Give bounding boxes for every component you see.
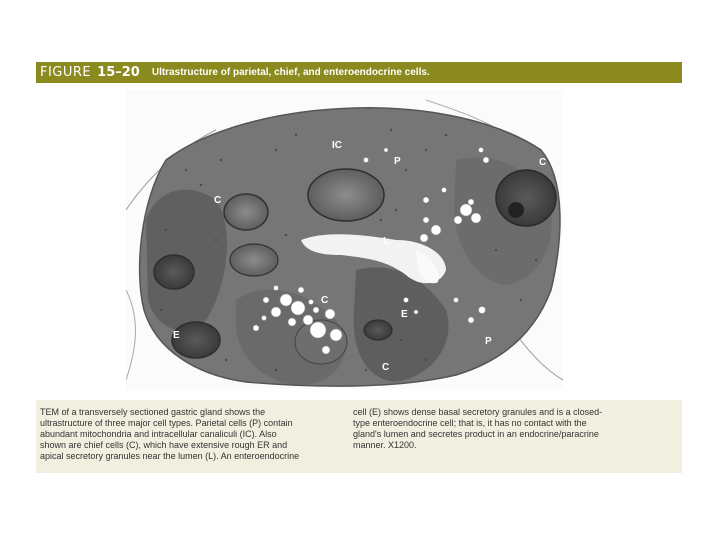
label-c-top-right: C bbox=[539, 157, 547, 168]
figure-caption bbox=[36, 400, 682, 473]
figure-title: Ultrastructure of parietal, chief, and enteroendocrine cells. bbox=[151, 67, 430, 78]
label-c-bottom: C bbox=[382, 362, 390, 373]
caption-line: cell (E) shows dense basal secretory granules and is a closed- bbox=[353, 407, 603, 417]
caption-line: gland's lumen and secretes product in an endocrine/paracrine bbox=[353, 429, 599, 439]
caption-line: TEM of a transversely sectioned gastric gland shows the bbox=[40, 407, 266, 417]
caption-line: manner. X1200. bbox=[353, 440, 417, 450]
label-e-right: E bbox=[401, 309, 408, 320]
label-ic: IC bbox=[332, 140, 342, 151]
figure-number: 15–20 bbox=[97, 65, 140, 80]
label-e-left: E bbox=[173, 330, 180, 341]
caption-right-column bbox=[353, 407, 673, 451]
label-lumen: L bbox=[383, 236, 390, 247]
caption-line: type enteroendocrine cell; that is, it has no contact with the bbox=[353, 418, 587, 428]
caption-line: apical secretory granules near the lumen (L). An enteroendocrine bbox=[40, 451, 300, 461]
label-c-center: C bbox=[321, 295, 329, 306]
figure-label: FIGURE bbox=[40, 65, 92, 80]
micrograph-image bbox=[126, 90, 563, 389]
figure-header bbox=[36, 62, 682, 83]
caption-line: ultrastructure of three major cell types. Parietal cells (P) contain bbox=[40, 418, 293, 428]
label-p-top: P bbox=[394, 156, 401, 167]
label-p-right: P bbox=[485, 336, 492, 347]
micrograph bbox=[126, 90, 563, 389]
caption-line: shown are chief cells (C), which have extensive rough ER and bbox=[40, 440, 288, 450]
label-c-left: C bbox=[214, 195, 222, 206]
caption-line: abundant mitochondria and intracellular canaliculi (IC). Also bbox=[40, 429, 277, 439]
caption-left-column bbox=[40, 407, 345, 462]
